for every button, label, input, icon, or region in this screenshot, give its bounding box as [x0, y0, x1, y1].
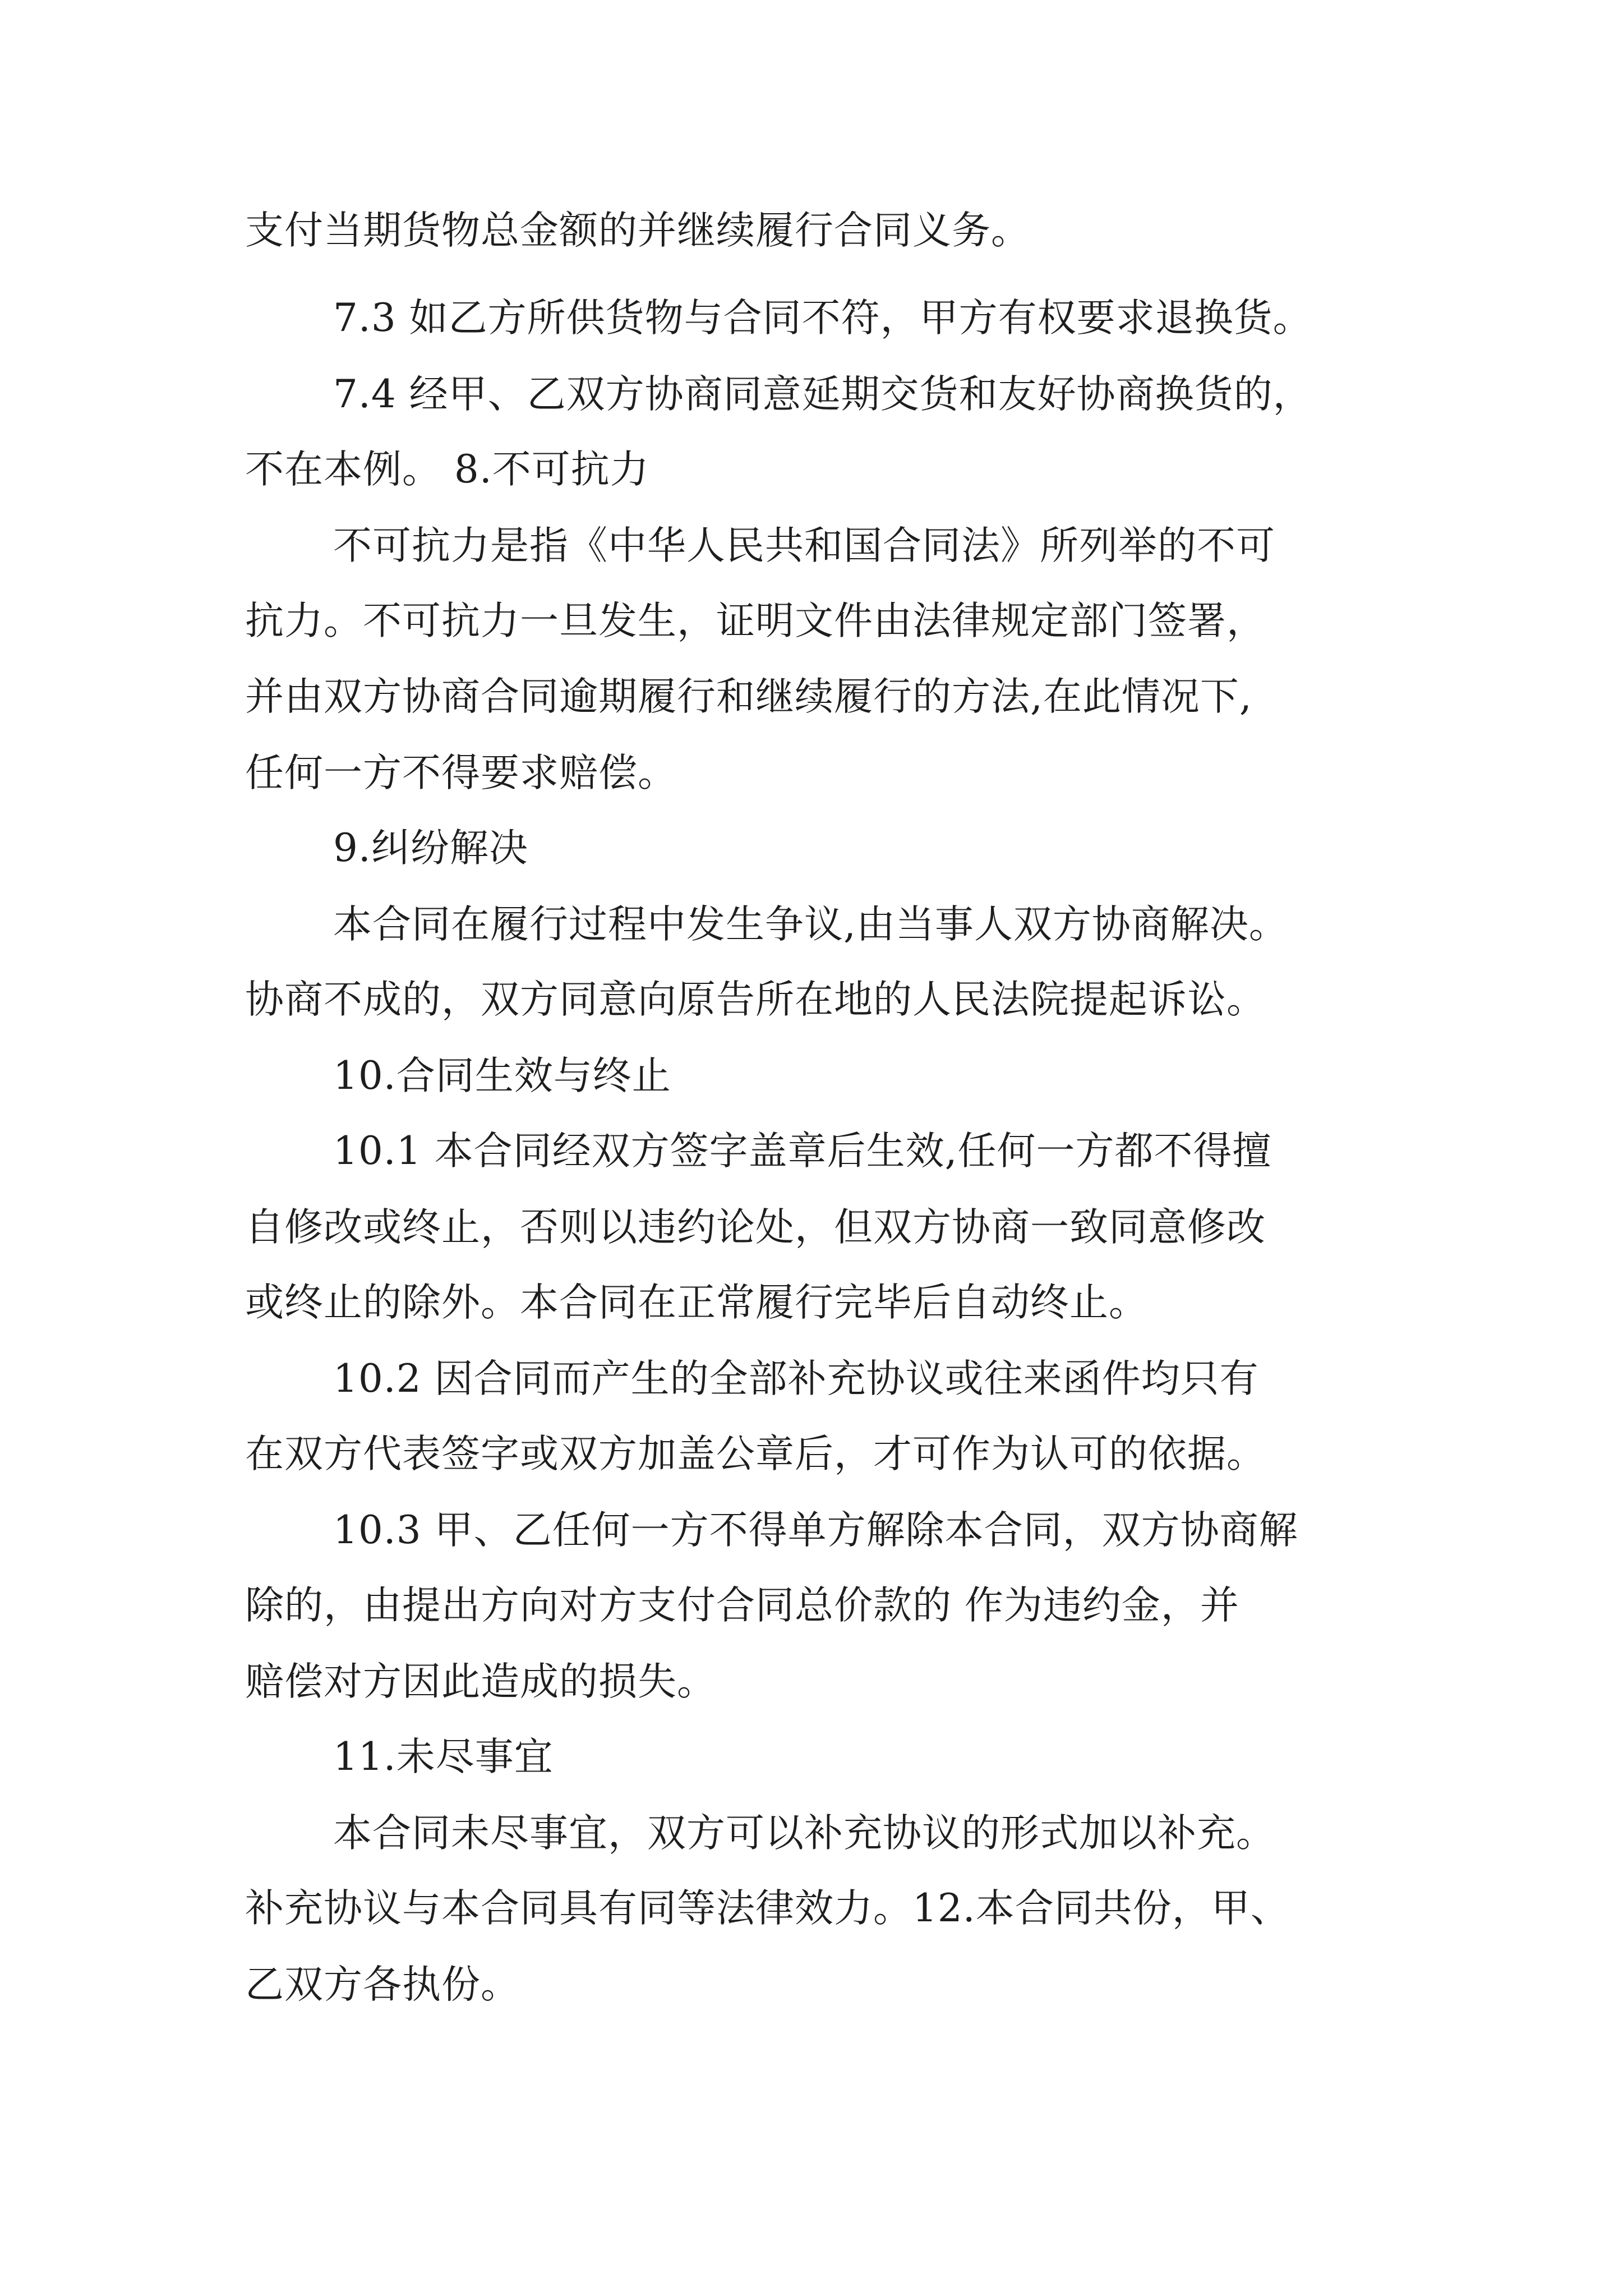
text-line: 或终止的除外。本合同在正常履行完毕后自动终止。: [245, 1280, 1148, 1325]
text-line: 在双方代表签字或双方加盖公章后，才可作为认可的依据。: [245, 1432, 1266, 1476]
section-heading: 10.合同生效与终止: [333, 1053, 671, 1098]
text-line: 本合同在履行过程中发生争议,由当事人双方协商解决。: [333, 902, 1288, 947]
text-line: 支付当期货物总金额的并继续履行合同义务。: [245, 208, 1030, 253]
text-line: 乙双方各执份。: [245, 1962, 520, 2007]
text-line: 赔偿对方因此造成的损失。: [245, 1659, 716, 1704]
text-line: 并由双方协商合同逾期履行和继续履行的方法,在此情况下,: [245, 674, 1252, 719]
section-heading: 11.未尽事宜: [333, 1734, 554, 1779]
section-heading: 9.纠纷解决: [333, 826, 528, 871]
text-line: 不可抗力是指《中华人民共和国合同法》所列举的不可: [333, 523, 1275, 568]
text-line: 自修改或终止，否则以违约论处，但双方协商一致同意修改: [245, 1205, 1266, 1250]
text-line: 协商不成的，双方同意向原告所在地的人民法院提起诉讼。: [245, 977, 1266, 1022]
text-line: 本合同未尽事宜，双方可以补充协议的形式加以补充。: [333, 1811, 1275, 1856]
text-line: 不在本例。 8.不可抗力: [245, 447, 649, 492]
text-line: 补充协议与本合同具有同等法律效力。12.本合同共份，甲、: [245, 1886, 1290, 1931]
text-line: 任何一方不得要求赔偿。: [245, 751, 677, 795]
text-line: 10.3 甲、乙任何一方不得单方解除本合同，双方协商解: [333, 1508, 1298, 1553]
text-line: 除的，由提出方向对方支付合同总价款的 作为违约金，并: [245, 1583, 1239, 1628]
text-line: 7.3 如乙方所供货物与合同不符，甲方有权要求退换货。: [333, 296, 1312, 341]
text-line: 抗力。不可抗力一旦发生，证明文件由法律规定部门签署，: [245, 599, 1266, 643]
text-line: 10.2 因合同而产生的全部补充协议或往来函件均只有: [333, 1356, 1259, 1401]
text-line: 7.4 经甲、乙双方协商同意延期交货和友好协商换货的，: [333, 372, 1312, 417]
text-line: 10.1 本合同经双方签字盖章后生效,任何一方都不得擅: [333, 1129, 1272, 1174]
